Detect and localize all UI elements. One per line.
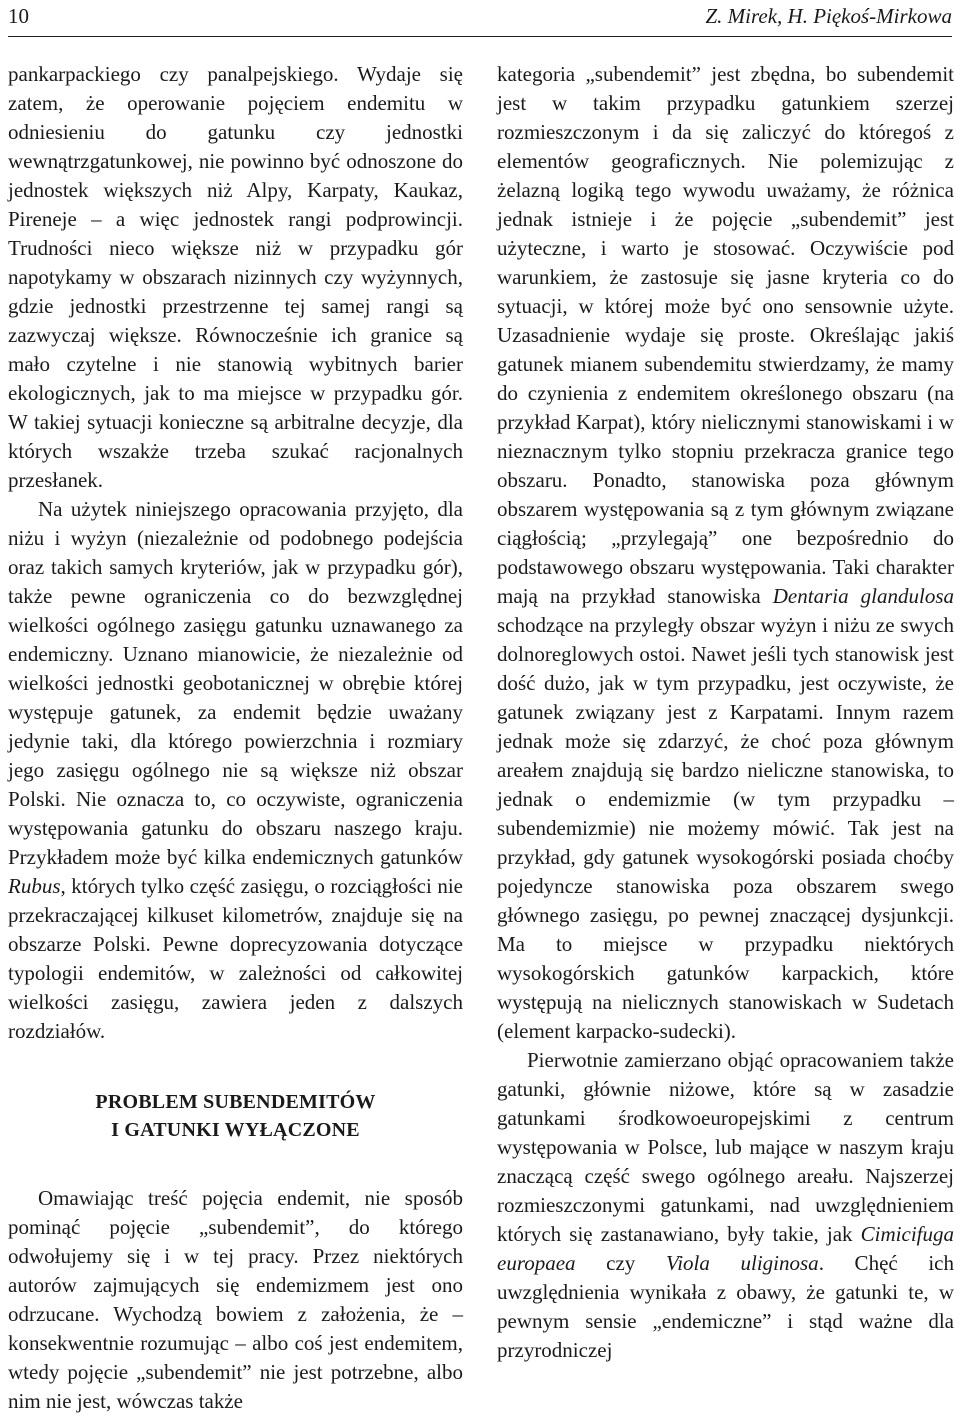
page-number: 10 [8, 4, 29, 28]
page-header [8, 0, 952, 37]
paragraph-text: , których tylko część zasięgu, o rozciągłości nie przekraczającej kilkuset kilometrów, znajduje się na obszarze Polski. Pewne doprecyzowania dotyczące typologii endemitów, w zależności od całkowitej wielkości zasięgu, zawiera jeden z dalszych rozdziałów. [8, 874, 463, 1043]
paragraph [497, 1046, 954, 1365]
section-heading-line: I GATUNKI WYŁĄCZONE [111, 1119, 360, 1141]
section-heading [8, 1088, 463, 1144]
paragraph-text: Na użytek niniejszego opracowania przyjęto, dla niżu i wyżyn (niezależnie od podobnego podejścia oraz takich samych kryteriów, jak w przypadku gór), także pewne ograniczenia co do bezwzględnej wielkości ogólnego zasięgu gatunku uznawanego za endemiczny. Uznano mianowicie, że niezależnie od wielkości jednostki geobotanicznej w obrębie której występuje gatunek, za endemit będzie uważany jedynie taki, dla którego powierzchnia i rozmiary jego zasięgu ogólnego nie są większe niż obszar Polski. Nie oznacza to, co oczywiste, ograniczenia występowania gatunku do obszaru naszego kraju. Przykładem może być kilka endemicznych gatunków [8, 497, 463, 869]
paragraph [497, 60, 954, 1046]
taxon-name: Cimicifuga europaea [497, 1222, 954, 1275]
running-head: Z. Mirek, H. Piękoś-Mirkowa [705, 4, 952, 28]
paragraph-text: schodzące na przyległy obszar wyżyn i niżu ze swych dolnoreglowych ostoi. Nawet jeśli tych stanowisk jest dość dużo, jak w tym przypadku, jest oczywiste, że gatunek związany jest z Karpatami. Innym razem jednak może się zdarzyć, że choć poza głównym areałem znajdują się bardzo nieliczne stanowiska, to jednak o endemizmie (w tym przypadku – subendemizmie) nie możemy mówić. Tak jest na przykład, gdy gatunek wysokogórski posiada choćby pojedyncze stanowiska poza obszarem swego głównego zasięgu, po pewnej znaczącej dysjunkcji. Ma to miejsce w przypadku niektórych wysokogórskich gatunków karpackich, które występują na nielicznych stanowiskach w Sudetach (element karpacko-sudecki). [497, 613, 954, 1043]
paragraph [8, 60, 463, 495]
paragraph-text: kategoria „subendemit” jest zbędna, bo subendemit jest w takim przypadku gatunkiem szerzej rozmieszczonym i da się zaliczyć do któregoś z elementów geograficznych. Nie polemizując z żelazną logiką tego wywodu uważamy, że różnica jednak istnieje i że pojęcie „subendemit” jest użyteczne, i warto je stosować. Oczywiście pod warunkiem, że zastosuje się jasne kryteria co do sytuacji, w której może być ono sensownie użyte. Uzasadnienie wydaje się proste. Określając jakiś gatunek mianem subendemitu stwierdzamy, że mamy do czynienia z endemitem określonego obszaru (na przykład Karpat), który nielicznymi stanowiskami i w nieznacznym tylko stopniu przekracza granice tego obszaru. Ponadto, stanowiska poza głównym obszarem występowania są z tym głównym związane ciągłością; „przylegają” one bezpośrednio do podstawowego obszaru występowania. Taki charakter mają na przykład stanowiska [497, 62, 954, 608]
paragraph-text: czy [575, 1251, 666, 1275]
taxon-name: Viola uliginosa [665, 1251, 819, 1275]
paragraph-text: pankarpackiego czy panalpejskiego. Wydaje się zatem, że operowanie pojęciem endemitu w odniesieniu do gatunku czy jednostki wewnątrzgatunkowej, nie powinno być odnoszone do jednostek większych niż Alpy, Karpaty, Kaukaz, Pireneje – a więc jednostek rangi podprowincji. Trudności nieco większe niż w przypadku gór napotykamy w obszarach nizinnych czy wyżynnych, gdzie jednostki przestrzenne tej samej rangi są zazwyczaj większe. Równocześnie ich granice są mało czytelne i nie stanowią wybitnych barier ekologicznych, jak to ma miejsce w przypadku gór. W takiej sytuacji konieczne są arbitralne decyzje, dla których wszakże trzeba szukać racjonalnych przesłanek. [8, 62, 463, 492]
paragraph-text: . Chęć ich uwzględnienia wynikała z obawy, że gatunki te, w pewnym sensie „endemiczne” i stąd ważne dla przyrodniczej [497, 1251, 954, 1362]
paragraph-text: Omawiając treść pojęcia endemit, nie sposób pominąć pojęcie „subendemit”, do którego odwołujemy się i w tej pracy. Przez niektórych autorów zajmujących się endemizmem jest ono odrzucane. Wychodzą bowiem z założenia, że – konsekwentnie rozumując – albo coś jest endemitem, wtedy pojęcie „subendemit” nie jest potrzebne, albo nim nie jest, wówczas także [8, 1186, 463, 1413]
right-column [497, 60, 954, 1365]
section-heading-line: PROBLEM SUBENDEMITÓW [95, 1091, 376, 1113]
paragraph [8, 1184, 463, 1416]
left-column [8, 60, 463, 1416]
paragraph [8, 495, 463, 1046]
taxon-name: Dentaria glandulosa [772, 584, 955, 608]
taxon-name: Rubus [8, 874, 61, 898]
paragraph-text: Pierwotnie zamierzano objąć opracowaniem także gatunki, głównie niżowe, które są w zasadzie gatunkami środkowoeuropejskimi z centrum występowania w Polsce, lub mające w naszym kraju znaczącą część swego ogólnego areału. Najszerzej rozmieszczonymi gatunkami, nad uwzględnieniem których się zastanawiano, były takie, jak [497, 1048, 954, 1246]
